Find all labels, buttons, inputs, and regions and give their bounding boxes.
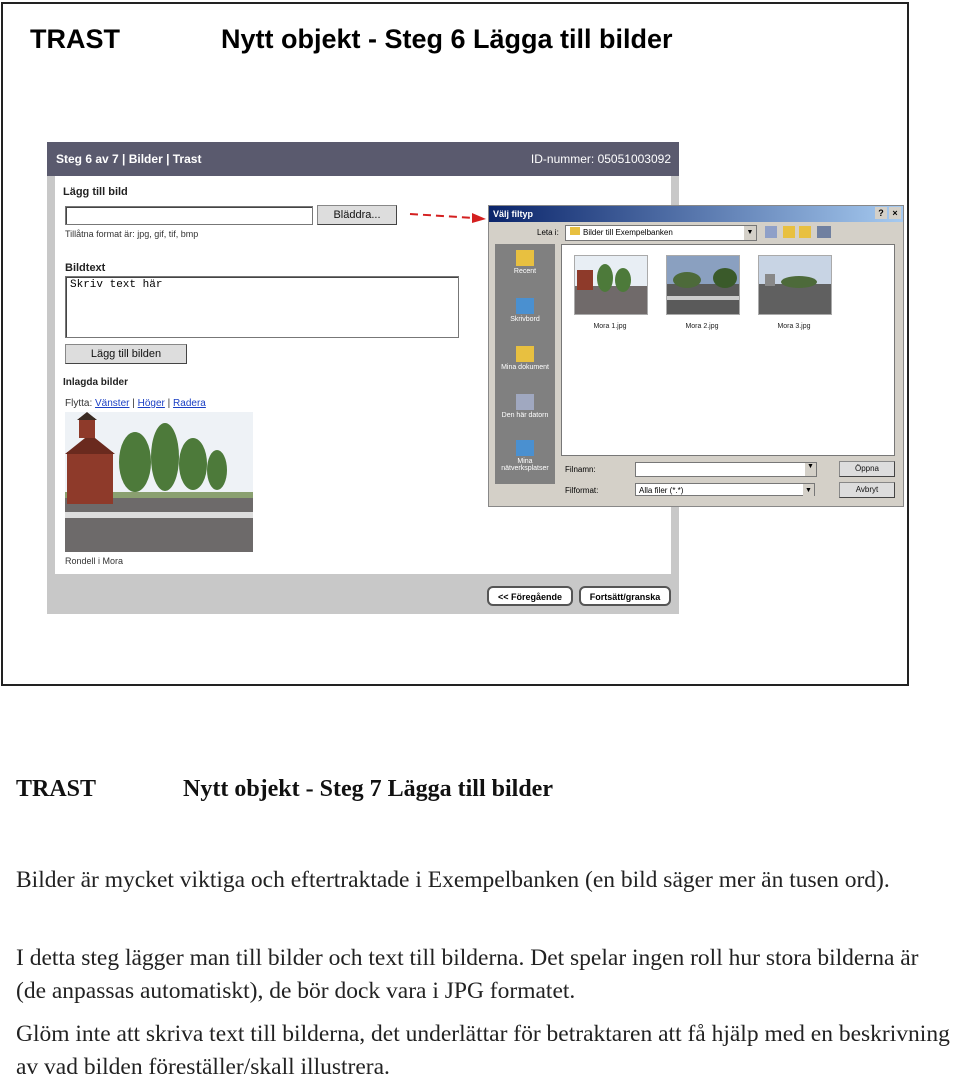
- delete-link[interactable]: Radera: [173, 398, 206, 409]
- move-controls: Flytta: Vänster | Höger | Radera: [65, 398, 206, 409]
- browse-button[interactable]: Bläddra...: [317, 205, 397, 225]
- add-image-button[interactable]: Lägg till bilden: [65, 344, 187, 364]
- file-thumb-1[interactable]: [574, 255, 648, 315]
- move-left-link[interactable]: Vänster: [95, 398, 130, 409]
- paragraph-3: Glöm inte att skriva text till bilderna, det underlättar för betraktaren att få hjälp med en beskrivning av vad bilden föreställer/skall illustrera.: [16, 1021, 950, 1080]
- place-computer[interactable]: [495, 394, 555, 419]
- filetype-label: Filformat:: [565, 486, 599, 495]
- form-header: [47, 142, 679, 176]
- file-thumb-3[interactable]: [758, 255, 832, 315]
- filename-label: Filnamn:: [565, 465, 596, 474]
- place-label: Den här datorn: [501, 412, 549, 419]
- id-number: ID-nummer: 05051003092: [530, 152, 671, 166]
- filetype-value: Alla filer (*.*): [639, 486, 684, 495]
- dialog-title: Välj filtyp: [493, 209, 534, 219]
- places-bar: [495, 244, 555, 484]
- section-title: Nytt objekt - Steg 7 Lägga till bilder: [183, 776, 553, 802]
- computer-icon: [516, 394, 534, 410]
- place-documents[interactable]: [495, 346, 555, 371]
- place-network[interactable]: [495, 440, 555, 472]
- documents-folder-icon: [516, 346, 534, 362]
- new-folder-icon[interactable]: [799, 226, 811, 238]
- view-menu-icon[interactable]: [817, 226, 831, 238]
- previous-button[interactable]: << Föregående: [487, 586, 573, 606]
- add-image-label: Lägg till bild: [63, 186, 128, 198]
- file-path-input[interactable]: [65, 206, 313, 225]
- place-label: Mina dokument: [501, 364, 549, 371]
- breadcrumb: Steg 6 av 7 | Bilder | Trast: [56, 152, 202, 166]
- file-name-3: Mora 3.jpg: [777, 323, 811, 330]
- file-list: [561, 244, 895, 456]
- paragraph-1: Bilder är mycket viktiga och eftertraktade i Exempelbanken (en bild säger mer än tusen ord).: [16, 867, 890, 893]
- caption-textarea[interactable]: Skriv text här: [65, 276, 459, 338]
- chevron-down-icon[interactable]: ▼: [744, 226, 756, 240]
- place-label: Mina nätverksplatser: [501, 458, 549, 472]
- file-dialog: [488, 205, 904, 507]
- section-brand: TRAST: [16, 776, 97, 802]
- file-name-1: Mora 1.jpg: [593, 323, 627, 330]
- added-images-label: Inlagda bilder: [63, 377, 129, 388]
- uploaded-image: [65, 412, 253, 552]
- cancel-button[interactable]: Avbryt: [839, 482, 895, 498]
- place-label: Skrivbord: [510, 316, 540, 323]
- look-in-select[interactable]: [565, 225, 757, 241]
- filename-input[interactable]: [635, 462, 817, 477]
- chevron-down-icon[interactable]: ▼: [803, 484, 814, 496]
- continue-button[interactable]: Fortsätt/granska: [579, 586, 671, 606]
- filetype-select[interactable]: [635, 483, 815, 496]
- open-button[interactable]: Öppna: [839, 461, 895, 477]
- chevron-down-icon[interactable]: ▼: [805, 463, 816, 476]
- paragraph-2: I detta steg lägger man till bilder och text till bilderna. Det spelar ingen roll hur stora bilderna är (de anpassas automatiskt), de bör dock vara i JPG formatet.: [16, 945, 919, 1004]
- up-folder-icon[interactable]: [783, 226, 795, 238]
- dialog-toolbar: [765, 225, 835, 239]
- close-icon[interactable]: ×: [889, 207, 901, 219]
- file-thumb-2[interactable]: [666, 255, 740, 315]
- place-recent[interactable]: [495, 250, 555, 275]
- file-name-2: Mora 2.jpg: [685, 323, 719, 330]
- place-label: Recent: [513, 268, 537, 275]
- folder-icon: [570, 227, 580, 235]
- move-right-link[interactable]: Höger: [137, 398, 165, 409]
- back-icon[interactable]: [765, 226, 777, 238]
- pointer-arrow: [408, 208, 488, 224]
- desktop-icon: [516, 298, 534, 314]
- slide-brand: TRAST: [30, 24, 120, 54]
- look-in-label: Leta i:: [537, 228, 559, 237]
- move-label: Flytta:: [65, 398, 93, 409]
- allowed-formats-text: Tillåtna format är: jpg, gif, tif, bmp: [65, 229, 199, 239]
- slide-title: Nytt objekt - Steg 6 Lägga till bilder: [221, 24, 673, 54]
- caption-label: Bildtext: [65, 262, 106, 274]
- recent-folder-icon: [516, 250, 534, 266]
- help-icon[interactable]: ?: [875, 207, 887, 219]
- place-desktop[interactable]: [495, 298, 555, 323]
- network-icon: [516, 440, 534, 456]
- image-caption-text: Rondell i Mora: [65, 556, 124, 566]
- dialog-titlebar: [489, 206, 903, 222]
- look-in-value: Bilder till Exempelbanken: [583, 228, 673, 237]
